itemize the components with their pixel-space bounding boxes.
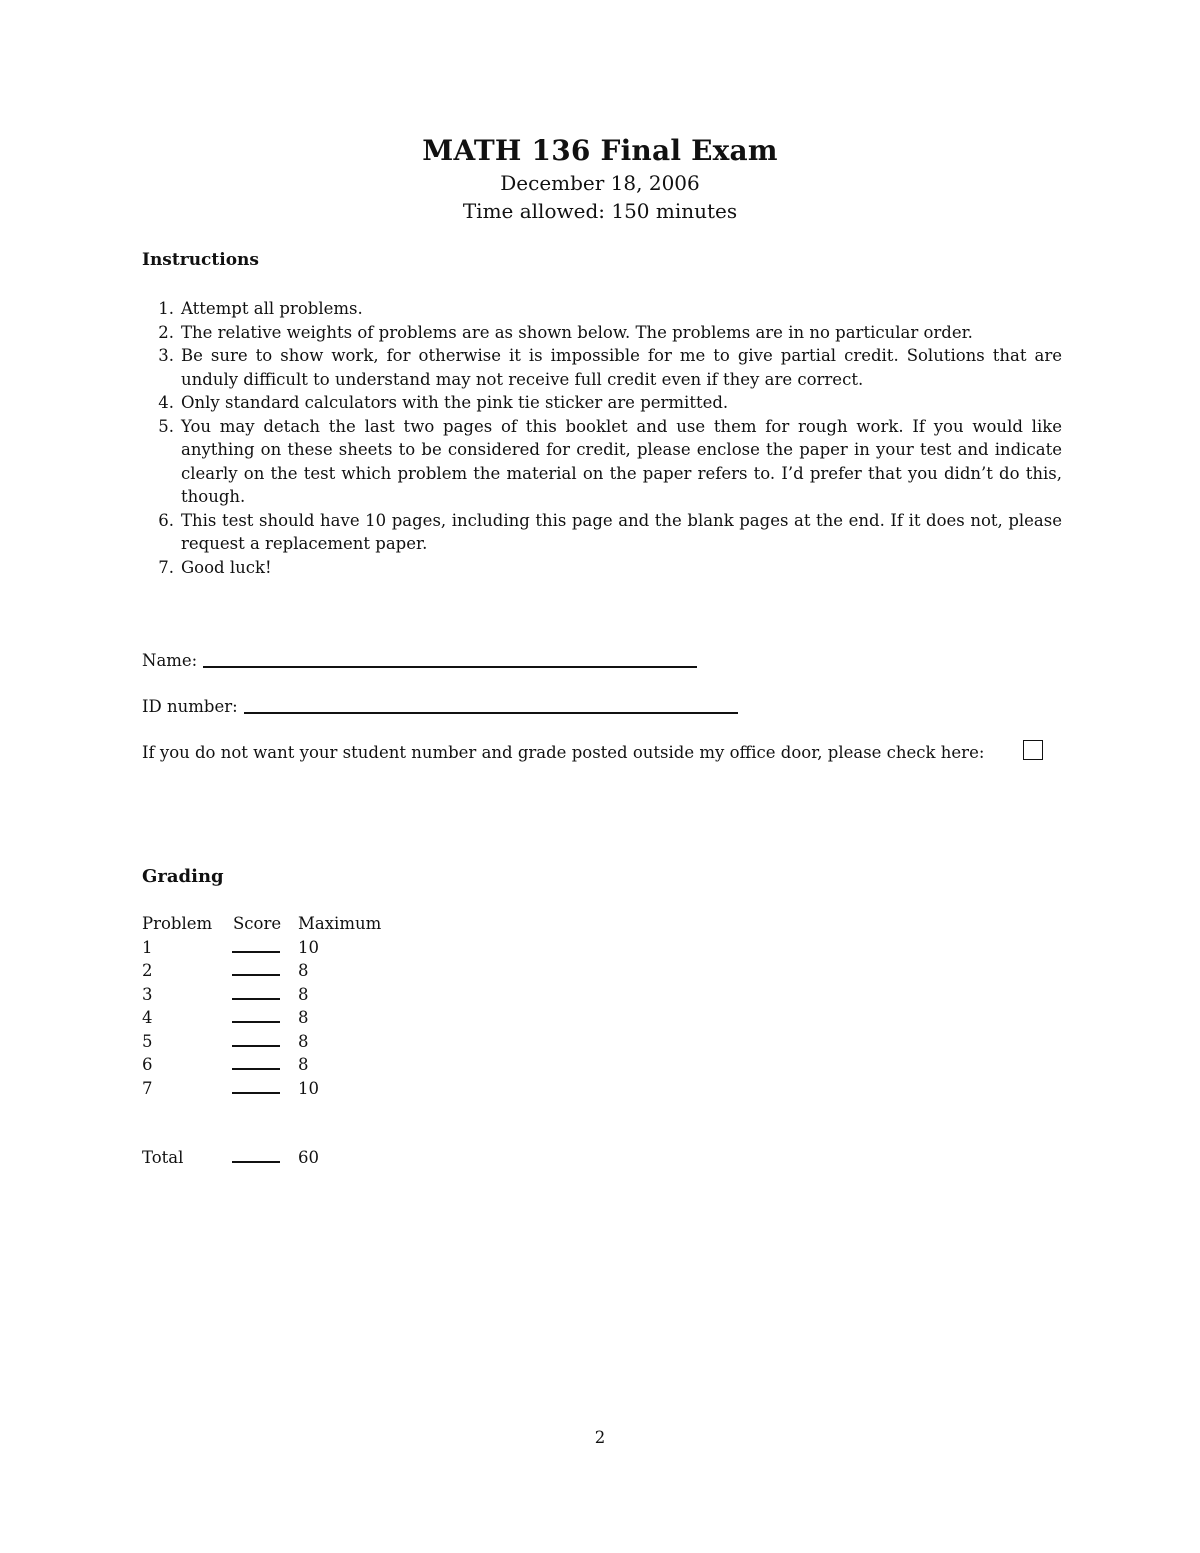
name-label: Name: [142,651,198,670]
exam-date: December 18, 2006 [500,171,700,195]
instruction-item [142,509,1062,556]
score-blank[interactable] [232,1092,280,1094]
problem-number: 3 [142,984,153,1004]
problem-number: 4 [142,1008,153,1027]
problem-number: 6 [142,1055,153,1074]
instruction-number: 5. [158,416,174,436]
page-number: 2 [594,1428,606,1447]
grade-posting-optout-checkbox[interactable] [1023,740,1043,760]
instructions-heading: Instructions [142,250,259,270]
instruction-number: 1. [158,299,174,318]
grade-posting-optout-text: If you do not want your student number and grade posted outside my office door, please check here: [142,743,985,762]
instruction-item [142,415,1062,509]
total-label: Total [142,1148,184,1167]
instruction-text: Attempt all problems. [181,299,363,318]
name-row [142,648,697,670]
problem-column-header: Problem [142,914,213,933]
grading-total-row [142,1146,442,1170]
problem-number: 5 [142,1031,153,1051]
id-number-label: ID number: [142,697,238,716]
instruction-item [142,556,1062,580]
instruction-number: 2. [158,322,174,342]
instruction-text: This test should have 10 pages, including this page and the blank pages at the end. If it does not, please request a replacement paper. [181,510,1062,553]
problem-maximum: 10 [298,1078,319,1098]
instruction-number: 6. [158,510,174,530]
score-blank[interactable] [232,951,280,953]
total-maximum: 60 [298,1148,319,1167]
instruction-number: 7. [158,557,174,577]
score-blank[interactable] [232,1045,280,1047]
score-column-header: Score [233,914,282,933]
problem-maximum: 8 [298,1008,309,1027]
problem-maximum: 10 [298,937,319,957]
problem-number: 7 [142,1078,153,1098]
score-blank[interactable] [232,974,280,976]
problem-maximum: 8 [298,961,309,980]
instruction-text: Good luck! [181,557,272,577]
instruction-item [142,391,1062,415]
instructions-list [142,297,1062,579]
exam-title: MATH 136 Final Exam [422,134,778,167]
score-blank[interactable] [232,998,280,1000]
instruction-number: 4. [158,393,174,412]
problem-maximum: 8 [298,1055,309,1074]
instruction-number: 3. [158,346,174,365]
instruction-item [142,344,1062,391]
time-allowed: Time allowed: 150 minutes [462,199,738,223]
grading-heading: Grading [142,866,224,887]
instruction-text: Be sure to show work, for otherwise it is impossible for me to give partial credit. Solutions that are unduly difficult to understand may not receive full credit even if they are correct. [181,346,1062,389]
instruction-text: You may detach the last two pages of this booklet and use them for rough work. If you would like anything on these sheets to be considered for credit, please enclose the paper in your test and indicate clearly on the test which problem the material on the paper refers to. I’d prefer that you didn’t do this, though. [181,416,1062,506]
id-number-field[interactable] [244,694,738,714]
maximum-column-header: Maximum [298,914,382,933]
instruction-item [142,297,1062,321]
score-blank[interactable] [232,1068,280,1070]
instruction-text: The relative weights of problems are as shown below. The problems are in no particular order. [181,322,973,342]
name-field[interactable] [203,648,697,668]
problem-number: 1 [142,937,153,957]
score-blank[interactable] [232,1021,280,1023]
problem-maximum: 8 [298,1031,309,1051]
problem-number: 2 [142,961,153,980]
id-row [142,694,738,716]
instruction-item [142,321,1062,345]
total-score-blank[interactable] [232,1161,280,1163]
instruction-text: Only standard calculators with the pink tie sticker are permitted. [181,393,729,412]
problem-maximum: 8 [298,984,309,1004]
